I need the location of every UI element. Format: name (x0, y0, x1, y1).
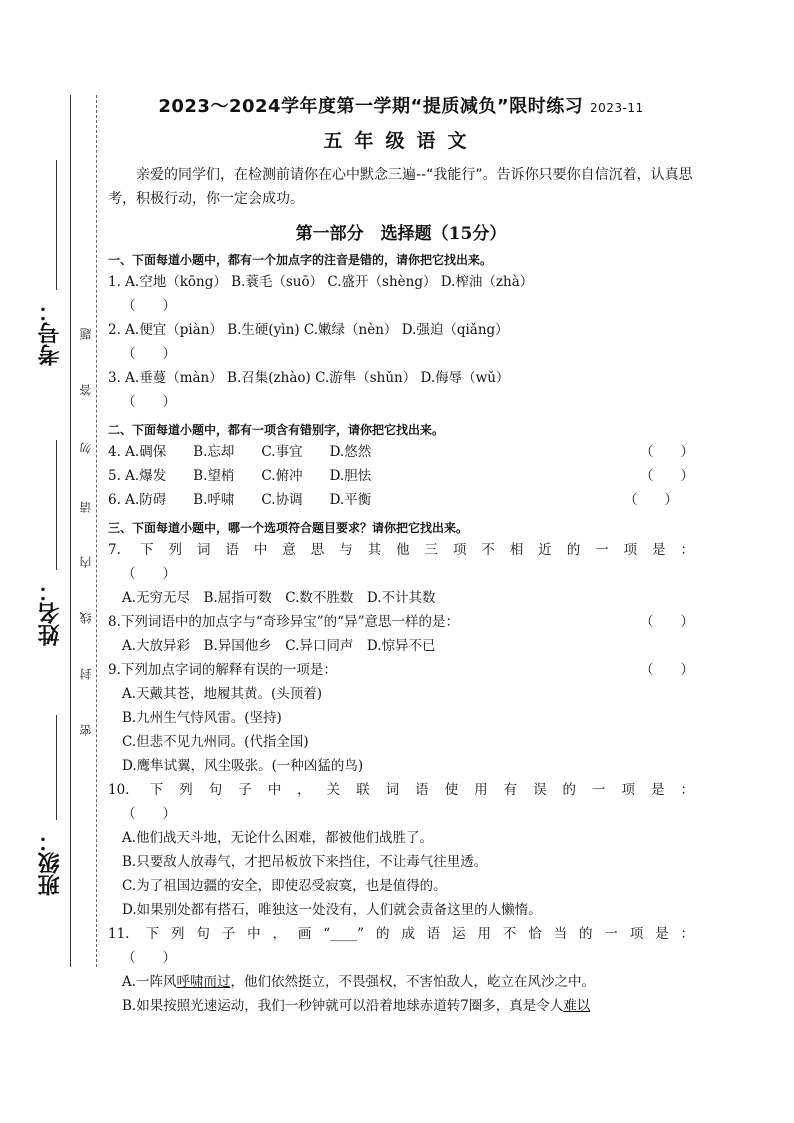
question-4 (108, 440, 694, 464)
answer-bracket[interactable]: （ ） (122, 394, 176, 410)
question-text: 8.下列词语中的加点字与“奇珍异宝”的“异”意思一样的是： (108, 614, 459, 630)
question-6 (108, 488, 694, 512)
class-label: 班级： (38, 830, 63, 896)
section3-heading: 三、下面每道小题中，哪一个选项符合题目要求？请你把它找出来。 (108, 521, 469, 535)
seal-char: 封 (79, 668, 93, 680)
exam-content (108, 92, 694, 1018)
question-text: 5. A.爆发 B.望梢 C.俯冲 D.胆怯 (108, 468, 372, 484)
seal-char: 密 (79, 724, 93, 736)
name-field[interactable] (56, 440, 57, 570)
option-text: B.如果按照光速运动，我们一秒钟就可以沿着地球赤道转7圈多，真是令人 (122, 998, 564, 1014)
option: C.但悲不见九州同。(代指全国) (122, 734, 309, 750)
answer-bracket[interactable]: （ ） (122, 950, 176, 966)
seal-char: 答 (79, 384, 93, 396)
underlined-idiom: 难以 (563, 998, 591, 1014)
option: B.九州生气恃风雷。(坚持) (122, 710, 282, 726)
question-8 (108, 610, 694, 634)
seal-dashed-line (96, 95, 97, 967)
intro-paragraph: 亲爱的同学们，在检测前请你在心中默念三遍--“我能行”。告诉你只要你自信沉着，认真思考，积极行动，你一定会成功。 (108, 167, 693, 207)
margin-line (70, 95, 71, 967)
question-2 (108, 318, 694, 342)
seal-char: 内 (79, 556, 93, 568)
option-text: ，他们依然挺立，不畏强权，不害怕敌人，屹立在风沙之中。 (230, 974, 596, 990)
binding-margin (0, 0, 110, 1123)
question-text: 6. A.防碍 B.呼啸 C.协调 D.平衡 (108, 492, 372, 508)
question-3 (108, 366, 694, 390)
exam-subtitle: 五年级语文 (323, 130, 479, 152)
section2-heading: 二、下面每道小题中，都有一项含有错别字，请你把它找出来。 (108, 423, 445, 437)
option-text: A.一阵风 (122, 974, 177, 990)
exam-title (108, 92, 694, 118)
option: A.天戴其苍，地履其黄。(头顶着) (122, 686, 323, 702)
answer-bracket[interactable]: （ ） (640, 444, 694, 460)
question-text: 9.下列加点字词的解释有误的一项是： (108, 662, 337, 678)
part1-title: 第一部分 选择题（15分） (295, 224, 507, 244)
name-label: 姓名： (38, 580, 63, 646)
class-field[interactable] (56, 715, 57, 820)
seal-char: 题 (79, 328, 93, 340)
question-text: 4. A.碉保 B.忘却 C.事宜 D.悠然 (108, 444, 372, 460)
question-text: 1. A.空地（kōng） B.蓑毛（suō） C.盛开（shèng） D.榨油（zhà） (108, 274, 534, 290)
option: A.他们战天斗地，无论什么困难，都被他们战胜了。 (122, 830, 434, 846)
question-7-options: A.无穷无尽 B.屈指可数 C.数不胜数 D.不计其数 (122, 590, 436, 606)
answer-bracket[interactable]: （ ） (640, 614, 694, 630)
answer-bracket[interactable]: （ ） (640, 468, 694, 484)
question-8-options: A.大放异彩 B.异国他乡 C.异口同声 D.惊异不已 (122, 638, 436, 654)
option: C.为了祖国边疆的安全，即使忍受寂寞，也是值得的。 (122, 878, 447, 894)
question-1 (108, 270, 694, 294)
seal-char: 线 (79, 612, 93, 624)
exam-title-text: 2023～2024学年度第一学期“提质减负”限时练习 (158, 96, 584, 117)
question-text: 2. A.便宜（piàn） B.生硬(yìn) C.嫩绿（nèn） D.强迫（qiǎng） (108, 322, 509, 338)
option: D.鹰隼试翼，风尘吸张。(一种凶猛的鸟) (122, 758, 364, 774)
question-5 (108, 464, 694, 488)
seal-char: 请 (79, 501, 93, 513)
exam-date: 2023-11 (590, 101, 644, 115)
question-text: 3. A.垂蔓（màn） B.召集(zhào) C.游隼（shǔn） D.侮辱（wǔ） (108, 370, 510, 386)
answer-bracket[interactable]: （ ） (624, 492, 678, 508)
question-7: 7. 下列词语中意思与其他三项不相近的一项是： (108, 542, 694, 558)
option: D.如果别处都有搭石，唯独这一处没有，人们就会责备这里的人懒惰。 (122, 902, 542, 918)
answer-bracket[interactable]: （ ） (122, 806, 176, 822)
option-b (108, 994, 694, 1018)
question-11: 11. 下列句子中，画“____”的成语运用不恰当的一项是： (108, 926, 694, 942)
answer-bracket[interactable]: （ ） (122, 346, 176, 362)
exam-no-label: 考号： (38, 300, 63, 366)
option-a (108, 970, 694, 994)
answer-bracket[interactable]: （ ） (122, 298, 176, 314)
section1-heading: 一、下面每道小题中，都有一个加点字的注音是错的，请你把它找出来。 (108, 253, 493, 267)
underlined-idiom: 呼啸而过 (176, 974, 231, 990)
seal-char: 勿 (79, 442, 93, 454)
question-10: 10. 下列句子中，关联词语使用有误的一项是： (108, 782, 694, 798)
exam-no-field[interactable] (56, 160, 57, 290)
option: B.只要敌人放毒气，才把吊板放下来挡住，不让毒气往里透。 (122, 854, 488, 870)
question-9 (108, 658, 694, 682)
answer-bracket[interactable]: （ ） (640, 662, 694, 678)
answer-bracket[interactable]: （ ） (122, 566, 176, 582)
